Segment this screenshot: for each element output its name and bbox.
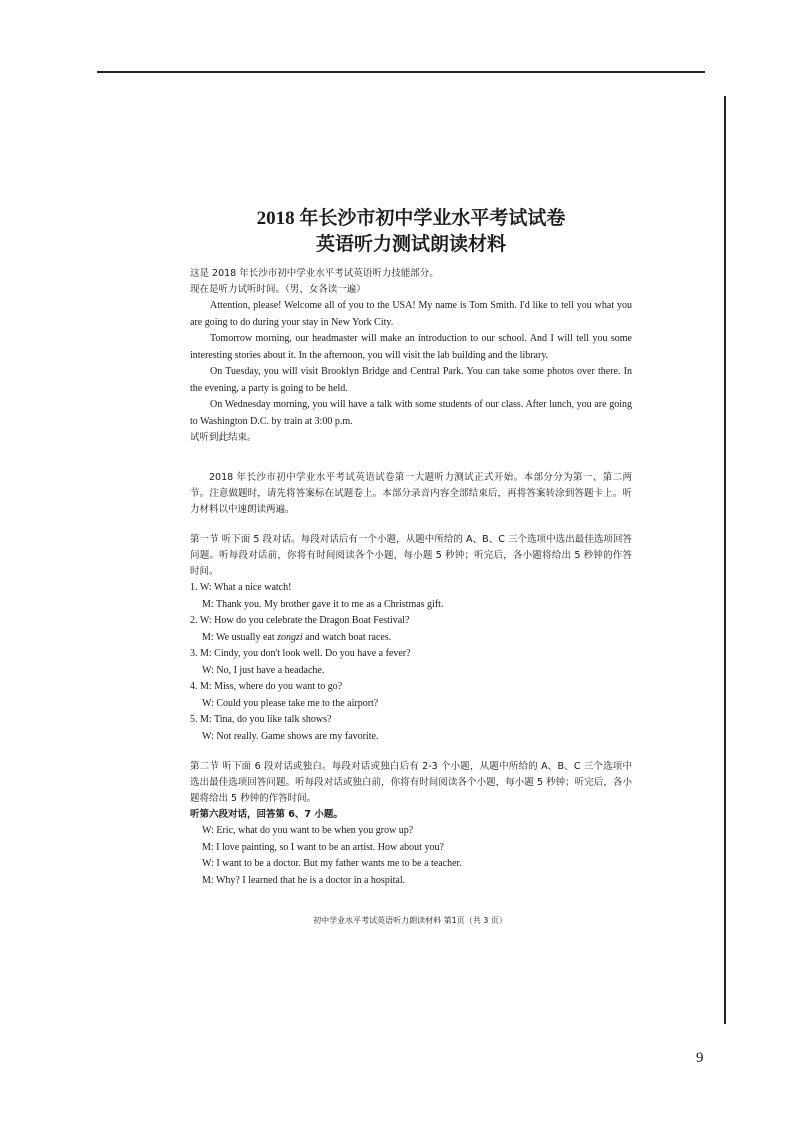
dialogue-6-heading: 听第六段对话，回答第 6、7 小题。: [190, 809, 343, 820]
dialogue-5-question: 5. M: Tina, do you like talk shows?: [190, 714, 332, 725]
intro-line-2: 现在是听力试听时间。（男、女各读一遍）: [190, 284, 366, 295]
trial-paragraph-4: On Wednesday morning, you will have a talk with some students of our class. After lunch, you are going to Washington D.C. by train at 3:00 p.m.: [190, 399, 632, 427]
formal-start-paragraph: 2018 年长沙市初中学业水平考试英语试卷第一大题听力测试正式开始。本部分分为第一、第二两节。注意做题时，请先将答案标在试题卷上。本部分录音内容全部结束后，再将答案转涂到答题卡上。听力材料以中速朗读两遍。: [190, 472, 632, 515]
page-footer: 初中学业水平考试英语听力朗读材料 第1页（共 3 页）: [313, 916, 507, 925]
dialogue-2-answer-post: and watch boat races.: [302, 631, 392, 643]
dialogue-5-answer: W: Not really. Game shows are my favorite.: [202, 730, 379, 742]
dialogue-6-line-2: M: I love painting, so I want to be an artist. How about you?: [202, 841, 444, 853]
dialogue-2-answer: [190, 630, 632, 647]
page-number: 9: [696, 1050, 704, 1066]
section1-instructions: 第一节 听下面 5 段对话。每段对话后有一个小题，从题中所给的 A、B、C 三个选项中选出最佳选项回答问题。听每段对话前，你将有时间阅读各个小题，每小题 5 秒钟；听完后，各小题将给出 5 秒钟的作答时间。: [190, 534, 632, 577]
document-body: [190, 206, 632, 889]
top-rule: [97, 71, 705, 73]
section2-instructions: 第二节 听下面 6 段对话或独白。每段对话或独白后有 2-3 个小题，从题中所给的 A、B、C 三个选项中选出最佳选项回答问题。听每段对话或独白前，你将有时间阅读各个小题，每小题 5 秒钟；听完后，各小题将给出 5 秒钟的作答时间。: [190, 761, 632, 804]
dialogue-4-answer: W: Could you please take me to the airport?: [202, 697, 379, 709]
dialogue-1-answer: M: Thank you. My brother gave it to me as a Christmas gift.: [202, 598, 444, 610]
dialogue-6-line-4: M: Why? I learned that he is a doctor in a hospital.: [202, 874, 406, 886]
dialogue-4-question: 4. M: Miss, where do you want to go?: [190, 681, 343, 692]
trial-paragraph-3: On Tuesday, you will visit Brooklyn Bridge and Central Park. You can take some photos over there. In the evening, a party is going to be held.: [190, 366, 632, 394]
dialogue-2-answer-pre: M: We usually eat: [202, 631, 278, 643]
title-line-1: 2018 年长沙市初中学业水平考试试卷: [256, 208, 566, 229]
dialogue-6-line-1: W: Eric, what do you want to be when you grow up?: [202, 825, 414, 836]
title-line-2: 英语听力测试朗读材料: [315, 234, 506, 255]
intro-line-1: 这是 2018 年长沙市初中学业水平考试英语听力技能部分。: [190, 268, 439, 279]
side-rule: [724, 96, 726, 1024]
dialogue-6-line-3: W: I want to be a doctor. But my father wants me to be a teacher.: [202, 858, 462, 869]
dialogue-3-question: 3. M: Cindy, you don't look well. Do you have a fever?: [190, 648, 411, 659]
section1-dialogues: [190, 580, 632, 745]
dialogue-1-question: 1. W: What a nice watch!: [190, 582, 292, 593]
dialogue-2-question: 2. W: How do you celebrate the Dragon Boat Festival?: [190, 615, 410, 626]
trial-end: 试听到此结束。: [190, 432, 257, 443]
trial-paragraph-2: Tomorrow morning, our headmaster will make an introduction to our school. And I will tell you some interesting stories about it. In the afternoon, you will visit the lab building and the library.: [190, 333, 632, 361]
dialogue-3-answer: W: No, I just have a headache.: [202, 664, 325, 676]
trial-paragraph-1: Attention, please! Welcome all of you to the USA! My name is Tom Smith. I'd like to tell you what you are going to do during your stay in New York City.: [190, 300, 632, 328]
dialogue-2-answer-zongzi: zongzi: [277, 631, 303, 643]
